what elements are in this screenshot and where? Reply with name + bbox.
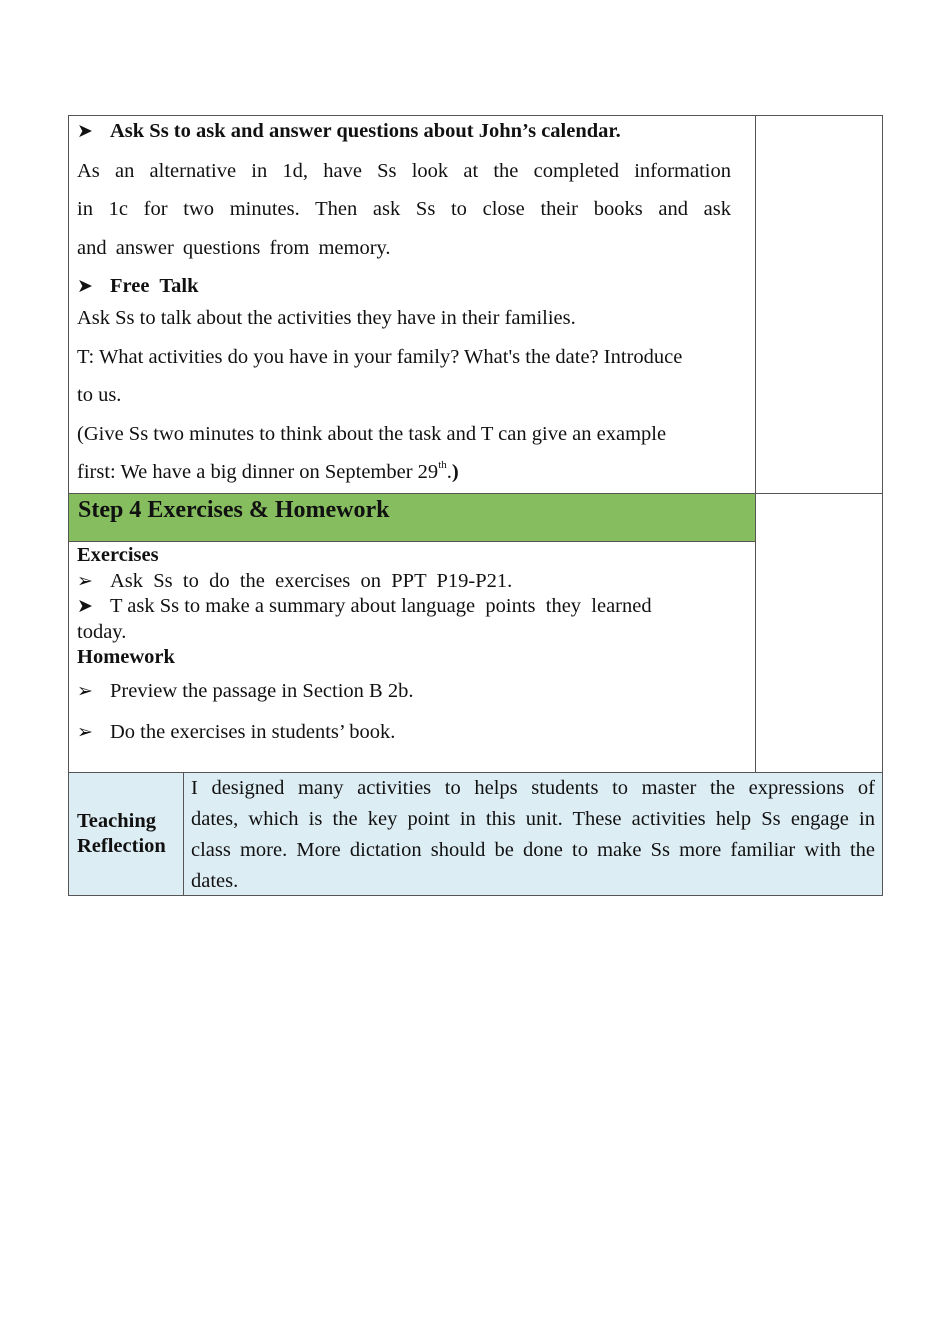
reflection-text: I designed many activities to helps students to master the expressions of dates, which is the key point in this unit. These activities help Ss engage in class more. More dictation should be done to make Ss more familiar with the dates. bbox=[191, 777, 875, 892]
solid-arrow-icon: ➤ bbox=[77, 121, 93, 142]
step4-title: Step 4 Exercises & Homework bbox=[78, 497, 390, 523]
homework-label: Homework bbox=[77, 646, 175, 668]
step3-side-cell bbox=[755, 115, 883, 494]
free-talk-line-2: T: What activities do you have in your family? What's the date? Introduce bbox=[77, 345, 683, 368]
reflection-content-cell bbox=[183, 772, 883, 896]
step3-text bbox=[77, 112, 731, 492]
free-talk-line-3: to us. bbox=[77, 384, 122, 406]
free-talk-line-1: Ask Ss to talk about the activities they have in their families. bbox=[77, 307, 576, 329]
exercises-label: Exercises bbox=[77, 544, 159, 566]
para-line-3: and answer questions from memory. bbox=[77, 236, 391, 259]
reflection-label: Teaching Reflection bbox=[77, 810, 166, 857]
solid-arrow-icon: ➤ bbox=[77, 276, 93, 297]
free-talk-line-4: (Give Ss two minutes to think about the task and T can give an example bbox=[77, 422, 667, 445]
exercise-item-2-cont: today. bbox=[77, 620, 127, 643]
step4-header-cell bbox=[68, 493, 756, 542]
homework-item-2: ➢ Do the exercises in students’ book. bbox=[77, 712, 737, 753]
reflection-label-cell bbox=[68, 772, 184, 896]
exercise-item-1: ➢ Ask Ss to do the exercises on PPT P19-P21. bbox=[77, 569, 737, 595]
heading-free-talk: ➤ Free Talk bbox=[77, 267, 731, 299]
step4-side-cell bbox=[755, 493, 883, 773]
para-line-2: in 1c for two minutes. Then ask Ss to close their books and ask bbox=[77, 198, 731, 220]
para-line-1: As an alternative in 1d, have Ss look at the completed information bbox=[77, 159, 731, 182]
solid-arrow-icon: ➤ bbox=[77, 596, 93, 617]
exercise-item-2: ➤ T ask Ss to make a summary about language points they learned bbox=[77, 594, 737, 620]
heading-ask-ss: ➤ Ask Ss to ask and answer questions about John’s calendar. bbox=[77, 112, 731, 152]
homework-item-1: ➢ Preview the passage in Section B 2b. bbox=[77, 671, 737, 712]
exercises-text bbox=[77, 543, 737, 753]
outline-arrow-icon: ➢ bbox=[77, 570, 93, 592]
free-talk-line-5: first: We have a big dinner on September 29th.) bbox=[77, 459, 459, 483]
outline-arrow-icon: ➢ bbox=[77, 680, 93, 702]
outline-arrow-icon: ➢ bbox=[77, 721, 93, 743]
